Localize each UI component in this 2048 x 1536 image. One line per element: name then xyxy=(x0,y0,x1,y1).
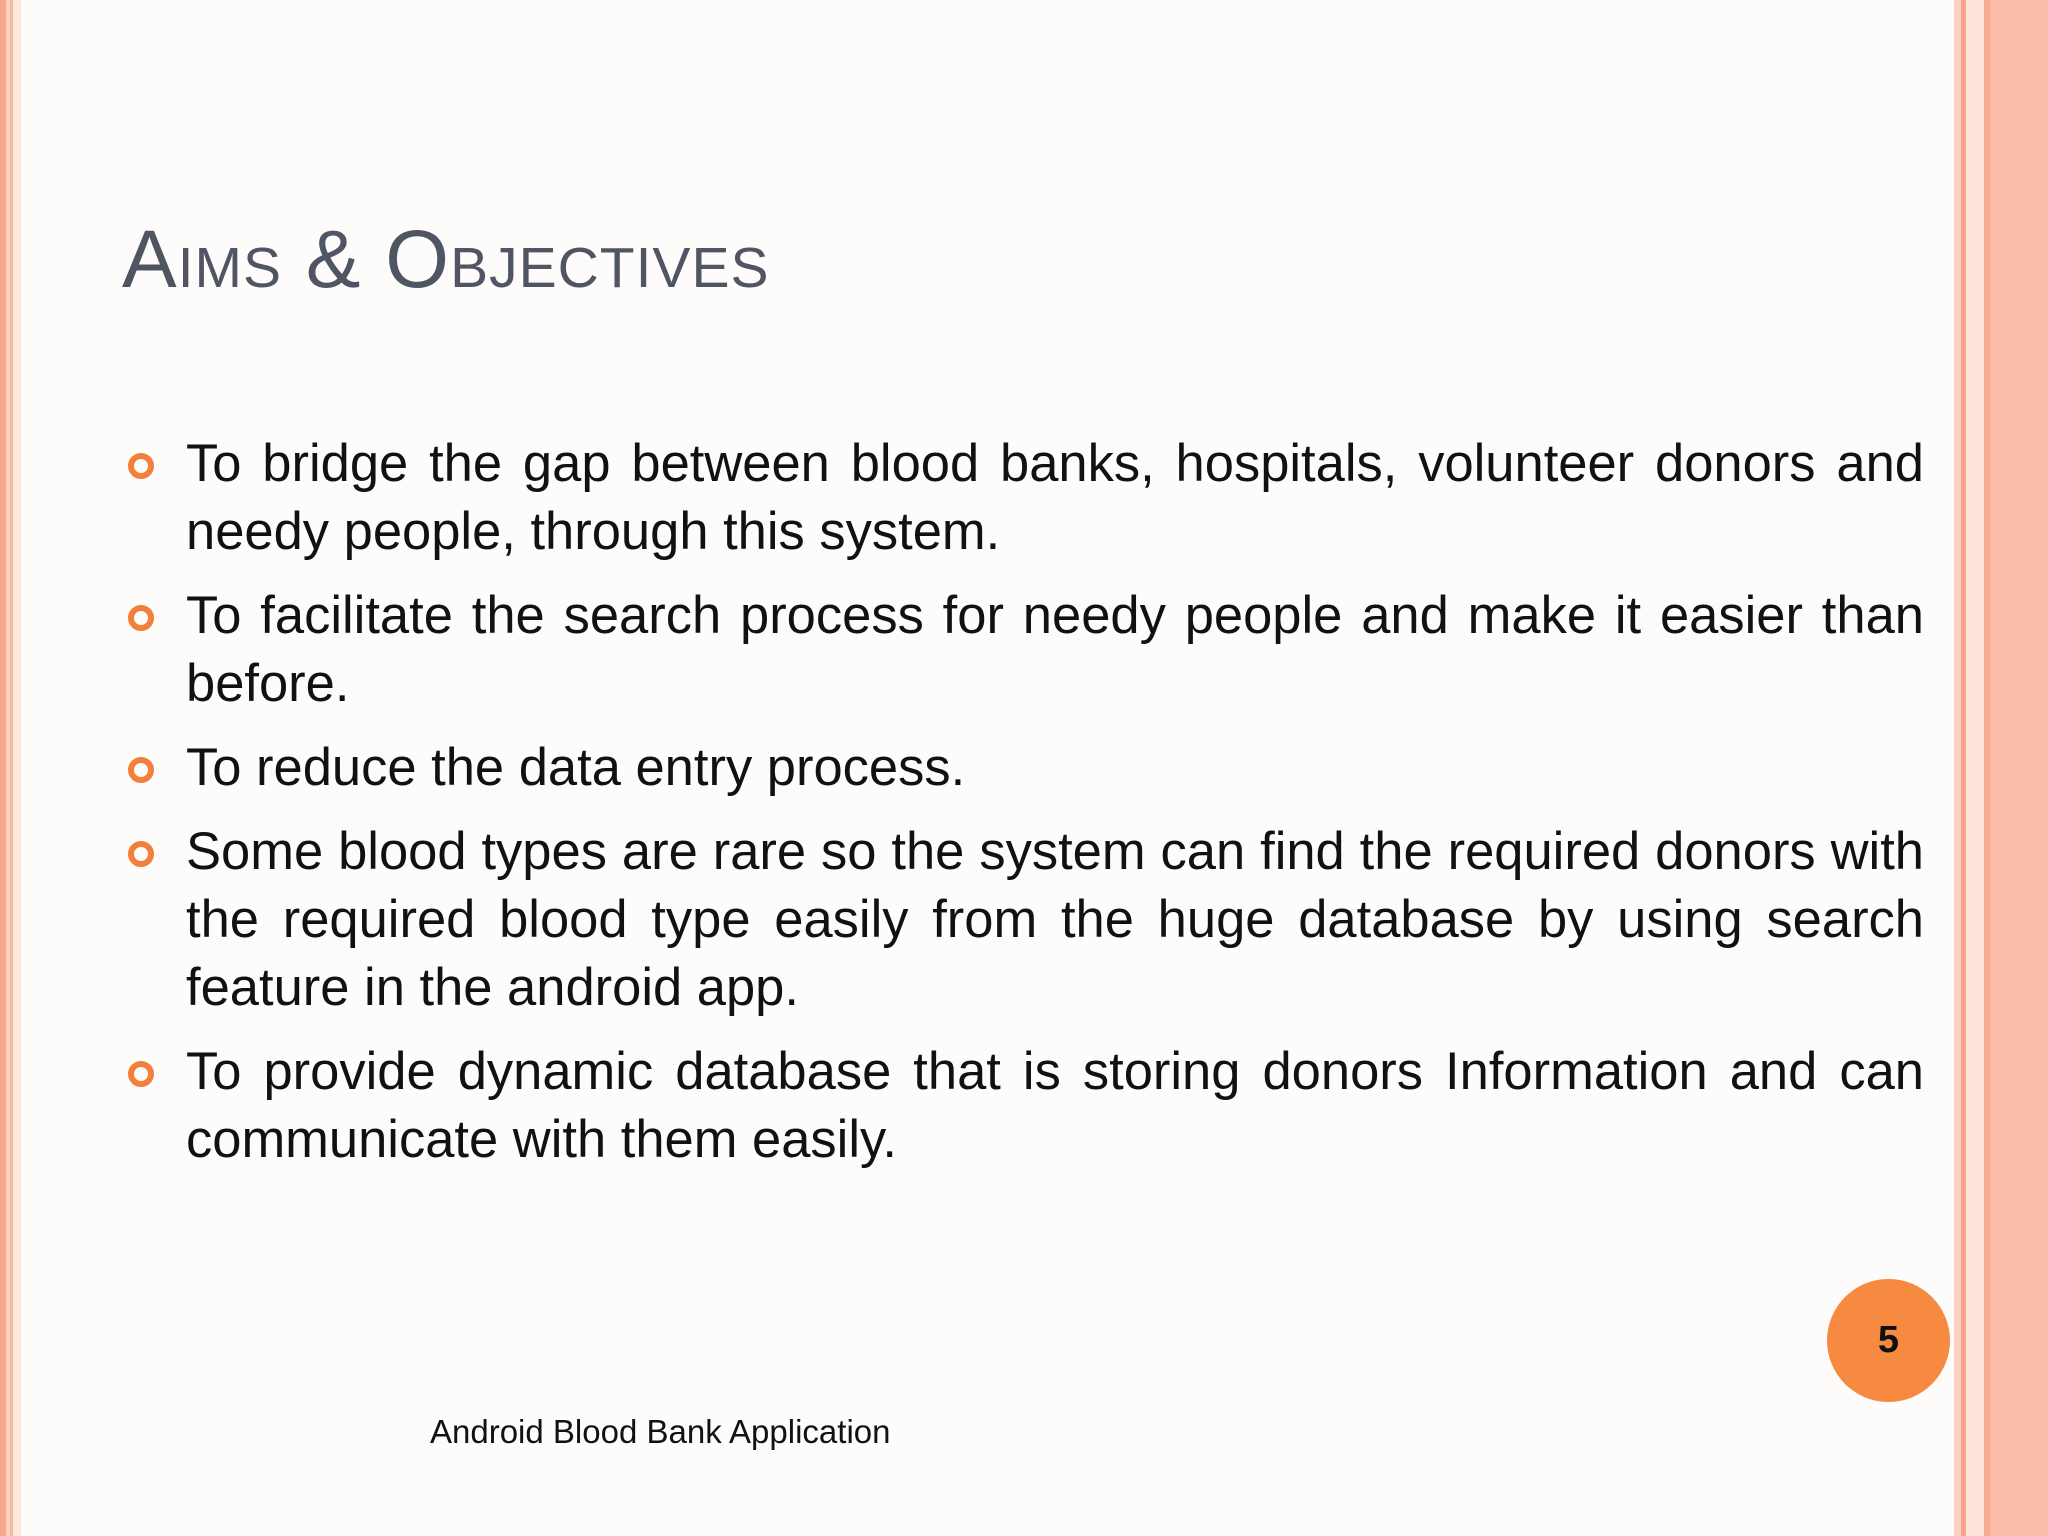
bullet-text: To bridge the gap between blood banks, hospitals, volunteer donors and needy people, through this system. xyxy=(186,434,1924,561)
bullet-circle-icon xyxy=(128,453,154,479)
bullet-circle-icon xyxy=(128,1061,154,1087)
slide-title: Aims & Objectives xyxy=(122,214,770,305)
bullet-circle-icon xyxy=(128,605,154,631)
bullet-item xyxy=(120,582,1924,718)
page-number-badge xyxy=(1827,1279,1950,1402)
slide-footer: Android Blood Bank Application xyxy=(430,1413,891,1450)
bullet-text: To reduce the data entry process. xyxy=(186,738,966,797)
bullet-item xyxy=(120,734,1924,802)
left-border-stripe xyxy=(13,0,21,1536)
bullet-item xyxy=(120,430,1924,566)
bullet-list xyxy=(120,430,1924,1190)
bullet-text: Some blood types are rare so the system can find the required donors with the required blood type easily from the huge database by using search feature in the android app. xyxy=(186,822,1924,1017)
page-number: 5 xyxy=(1877,1319,1900,1361)
right-border-stripe xyxy=(1954,0,1961,1536)
bullet-item xyxy=(120,818,1924,1022)
bullet-text: To provide dynamic database that is storing donors Information and can communicate with them easily. xyxy=(186,1042,1924,1169)
right-border-stripe xyxy=(1990,0,2048,1536)
bullet-circle-icon xyxy=(128,841,154,867)
bullet-text: To facilitate the search process for needy people and make it easier than before. xyxy=(186,586,1924,713)
bullet-circle-icon xyxy=(128,757,154,783)
right-border-stripe xyxy=(1966,0,1984,1536)
bullet-item xyxy=(120,1038,1924,1174)
